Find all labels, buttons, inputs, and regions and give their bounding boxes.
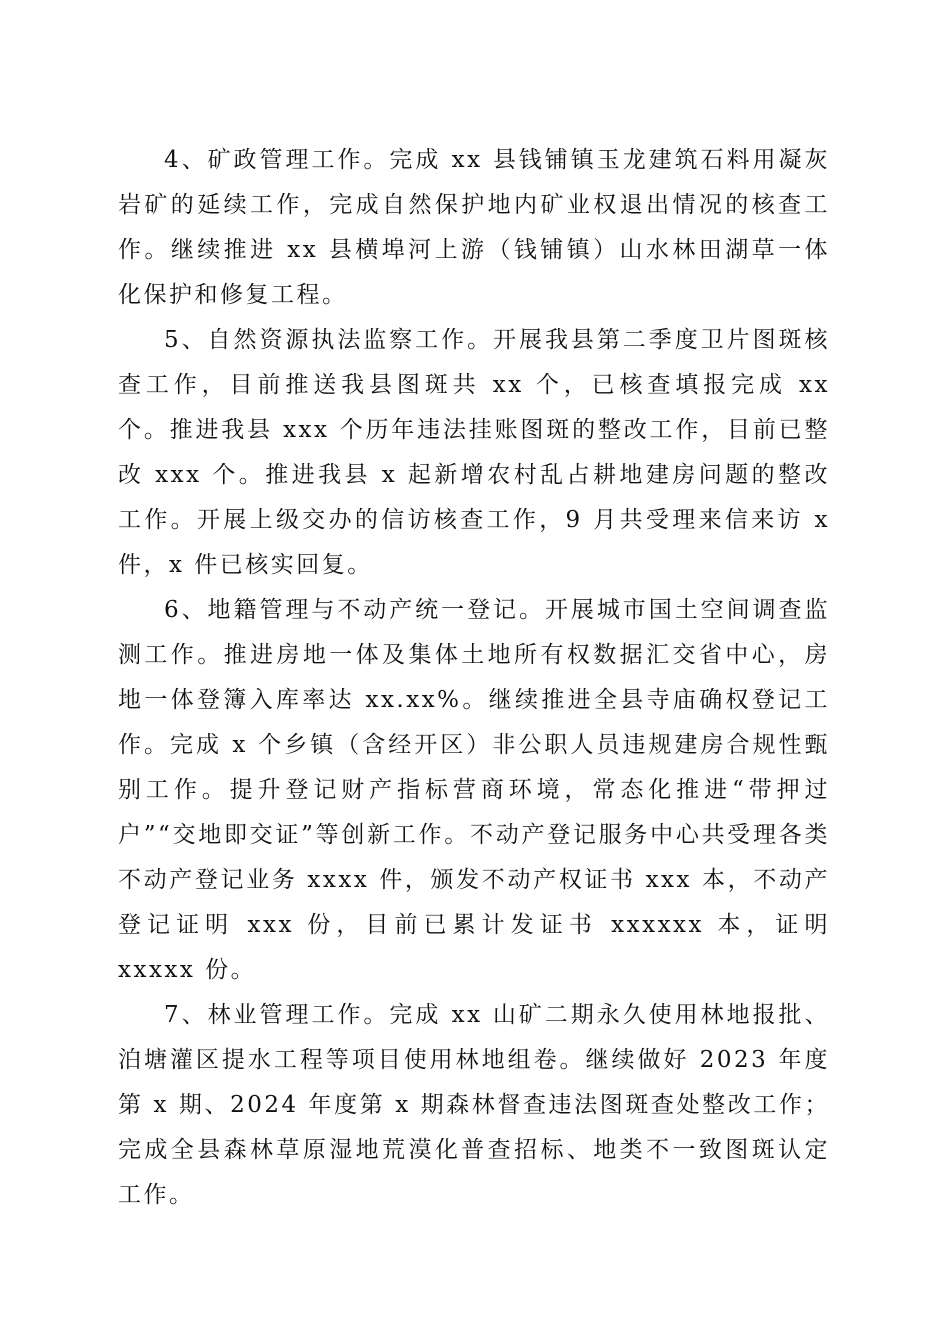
paragraph-forestry-management: 7、林业管理工作。完成 xx 山矿二期永久使用林地报批、泊塘灌区提水工程等项目使用林地组卷。继续做好 2023 年度第 x 期、2024 年度第 x 期森林督查违法图斑查处整改工作；完成全县森林草原湿地荒漠化普查招标、地类不一致图斑认定工作。 bbox=[118, 1002, 830, 1208]
paragraph-land-registration: 6、地籍管理与不动产统一登记。开展城市国土空间调查监测工作。推进房地一体及集体土地所有权数据汇交省中心，房地一体登簿入库率达 xx.xx%。继续推进全县寺庙确权登记工作。完成 x 个乡镇（含经开区）非公职人员违规建房合规性甄别工作。提升登记财产指标营商环境，常态化推进“带押过户”“交地即交证”等创新工作。不动产登记服务中心共受理各类不动产登记业务 xxxx 件，颁发不动产权证书 xxx 本，不动产登记证明 xxx 份，目前已累计发证书 xxxxxx 本，证明 xxxxx 份。 bbox=[118, 597, 830, 983]
paragraph-law-enforcement: 5、自然资源执法监察工作。开展我县第二季度卫片图斑核查工作，目前推送我县图斑共 xx 个，已核查填报完成 xx 个。推进我县 xxx 个历年违法挂账图斑的整改工作，目前已整改 xxx 个。推进我县 x 起新增农村乱占耕地建房问题的整改工作。开展上级交办的信访核查工作，9 月共受理来信来访 x 件，x 件已核实回复。 bbox=[118, 327, 830, 578]
document-body bbox=[118, 138, 830, 1218]
paragraph-mining-management: 4、矿政管理工作。完成 xx 县钱铺镇玉龙建筑石料用凝灰岩矿的延续工作，完成自然保护地内矿业权退出情况的核查工作。继续推进 xx 县横埠河上游（钱铺镇）山水林田湖草一体化保护和修复工程。 bbox=[118, 147, 830, 308]
